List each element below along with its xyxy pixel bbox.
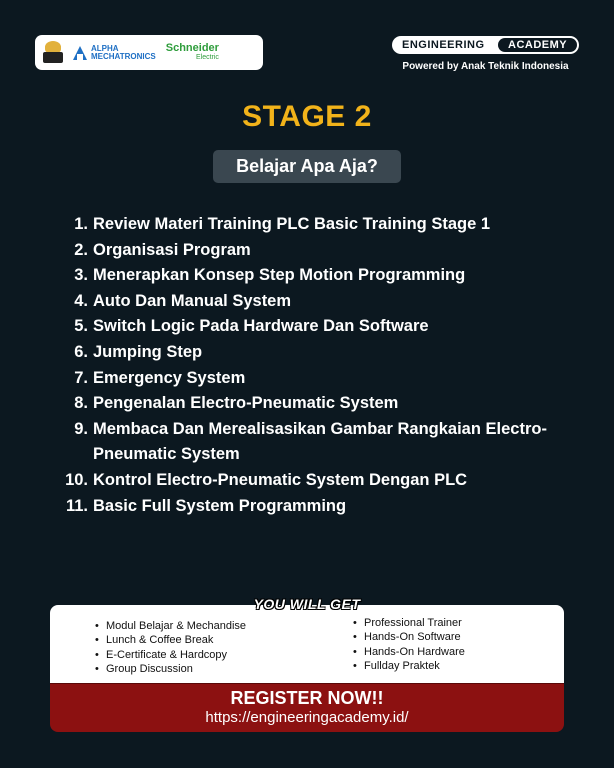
topic-item: 1. Review Materi Training PLC Basic Training Stage 1 [74,215,491,233]
benefit-item: • Professional Trainer [350,616,465,630]
topic-item: 10. Kontrol Electro-Pneumatic System Dengan PLC [65,470,468,489]
benefits-left [92,619,246,676]
topic-item: 3. Menerapkan Konsep Step Motion Programming [74,266,466,285]
register-cta[interactable]: REGISTER NOW!! [230,688,384,708]
benefit-item: • Fullday Praktek [350,659,465,673]
benefit-item: • Group Discussion [92,662,246,676]
topic-list [60,212,560,519]
alpha-line2: MECHATRONICS [91,51,156,61]
badge-right: ACADEMY [498,38,577,52]
schneider-sub: Electric [195,53,219,61]
powered-by: Powered by Anak Teknik Indonesia [402,61,569,72]
benefit-item: • Hands-On Software [350,630,465,644]
benefit-item: • E-Certificate & Hardcopy [92,648,246,662]
register-url-link[interactable]: https://engineeringacademy.id/ [205,709,409,726]
stage-title: STAGE 2 [242,100,372,133]
badge-left: ENGINEERING [402,39,485,51]
engineering-academy-badge [392,36,579,54]
university-crest-icon [43,41,63,65]
subtitle-pill: Belajar Apa Aja? [213,150,401,183]
you-will-get-title: YOU WILL GET [253,596,361,612]
topic-item: 4. Auto Dan Manual System [74,291,292,310]
topic-item: 11. Basic Full System Programming [65,496,347,515]
topic-item: 5. Switch Logic Pada Hardware Dan Software [74,317,429,336]
topic-item: 2. Organisasi Program [74,240,251,259]
alpha-line1: ALPHA [91,43,119,53]
benefits-right [350,616,465,673]
partner-logos [35,35,263,70]
topic-item: 8. Pengenalan Electro-Pneumatic System [74,394,399,413]
topic-item: 7. Emergency System [74,368,246,387]
benefit-item: • Modul Belajar & Mechandise [92,619,246,633]
alpha-mechatronics-logo [73,45,156,61]
schneider-name: Schneider [165,41,219,54]
register-banner[interactable] [50,683,564,732]
topic-item: 6. Jumping Step [74,342,203,361]
schneider-electric-logo [166,43,219,63]
benefits-card [50,605,564,683]
benefit-item: • Hands-On Hardware [350,645,465,659]
alpha-triangle-icon [73,46,87,60]
topic-item: 9. Membaca Dan Merealisasikan Gambar Rangkaian Electro-Pneumatic System [74,419,547,464]
benefit-item: • Lunch & Coffee Break [92,633,246,647]
